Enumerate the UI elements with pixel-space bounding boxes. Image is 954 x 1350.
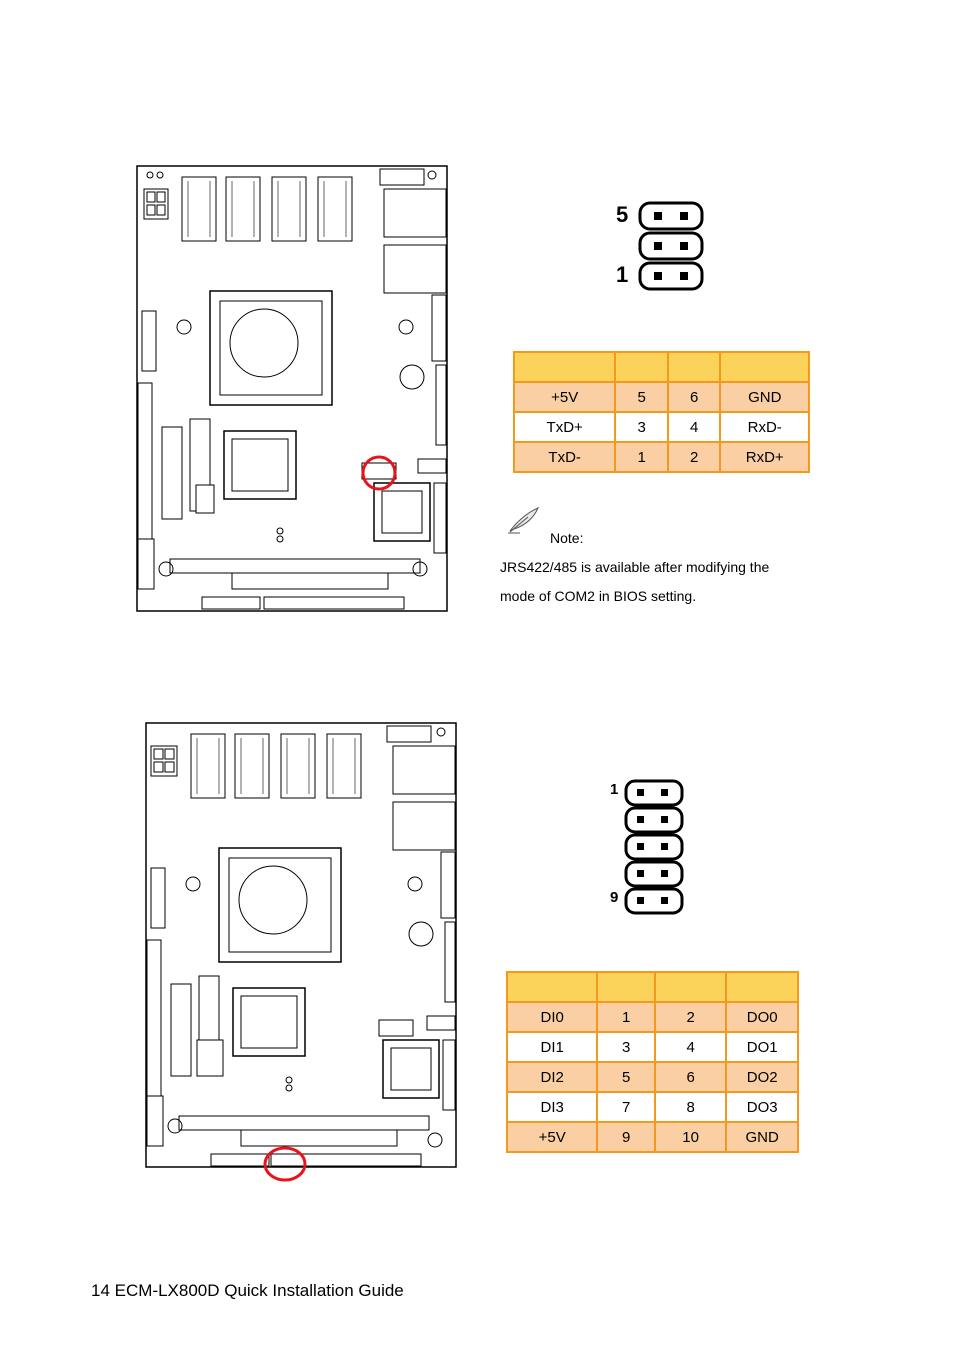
motherboard-diagram-1: [136, 165, 448, 613]
dio-highlight-circle: [261, 1144, 309, 1184]
header-cell: [726, 972, 798, 1002]
jrs422-highlight-circle: [359, 453, 399, 493]
jrs422-connector-diagram: [614, 200, 709, 296]
table-cell: TxD+: [514, 412, 615, 442]
table-cell: GND: [720, 382, 809, 412]
table-row: [514, 412, 809, 442]
table-cell: RxD+: [720, 442, 809, 472]
dio-connector-diagram: [608, 778, 688, 916]
connector1-bottom-label: 1: [616, 262, 629, 287]
header-cell: [720, 352, 809, 382]
table-cell: 5: [597, 1062, 655, 1092]
header-cell: [655, 972, 726, 1002]
header-cell: [597, 972, 655, 1002]
table-cell: DO2: [726, 1062, 798, 1092]
table-header-row: [514, 352, 809, 382]
table-row: [507, 1032, 798, 1062]
table-cell: 5: [615, 382, 668, 412]
header-cell: [514, 352, 615, 382]
table-cell: RxD-: [720, 412, 809, 442]
table-cell: DO3: [726, 1092, 798, 1122]
connector1-top-label: 5: [616, 202, 629, 227]
board-outline-2: [145, 722, 459, 1170]
connector2-top-label: 1: [610, 781, 619, 798]
header-cell: [507, 972, 597, 1002]
page-footer: 14 ECM-LX800D Quick Installation Guide: [91, 1281, 404, 1300]
table-cell: GND: [726, 1122, 798, 1152]
table-cell: DO1: [726, 1032, 798, 1062]
table-cell: DI3: [507, 1092, 597, 1122]
table-cell: 3: [615, 412, 668, 442]
table-cell: 6: [655, 1062, 726, 1092]
connector2-bottom-label: 9: [610, 889, 619, 906]
table-cell: 2: [668, 442, 721, 472]
table-cell: 6: [668, 382, 721, 412]
table-cell: 8: [655, 1092, 726, 1122]
table-row: [507, 1062, 798, 1092]
table-cell: +5V: [507, 1122, 597, 1152]
table-row: [507, 1092, 798, 1122]
table-cell: 4: [668, 412, 721, 442]
table-cell: +5V: [514, 382, 615, 412]
header-cell: [615, 352, 668, 382]
table-cell: 10: [655, 1122, 726, 1152]
table-cell: DI2: [507, 1062, 597, 1092]
table-cell: 1: [597, 1002, 655, 1032]
table-cell: TxD-: [514, 442, 615, 472]
table-cell: 7: [597, 1092, 655, 1122]
header-cell: [668, 352, 721, 382]
table-cell: 1: [615, 442, 668, 472]
note-text-line1: JRS422/485 is available after modifying the: [500, 559, 770, 575]
table-header-row: [507, 972, 798, 1002]
table-cell: DO0: [726, 1002, 798, 1032]
table-row: [507, 1122, 798, 1152]
jrs422-pin-table: [513, 351, 810, 473]
board-outline-1: [136, 165, 448, 613]
feather-pen-icon: [506, 505, 542, 535]
table-row: [514, 442, 809, 472]
table-cell: DI1: [507, 1032, 597, 1062]
note-text-line2: mode of COM2 in BIOS setting.: [500, 588, 697, 604]
table-cell: 4: [655, 1032, 726, 1062]
table-cell: 2: [655, 1002, 726, 1032]
note-title: Note:: [550, 530, 584, 546]
dio-pin-table: [506, 971, 799, 1153]
table-cell: DI0: [507, 1002, 597, 1032]
motherboard-diagram-2: [145, 722, 459, 1170]
table-row: [507, 1002, 798, 1032]
table-cell: 9: [597, 1122, 655, 1152]
table-row: [514, 382, 809, 412]
table-cell: 3: [597, 1032, 655, 1062]
